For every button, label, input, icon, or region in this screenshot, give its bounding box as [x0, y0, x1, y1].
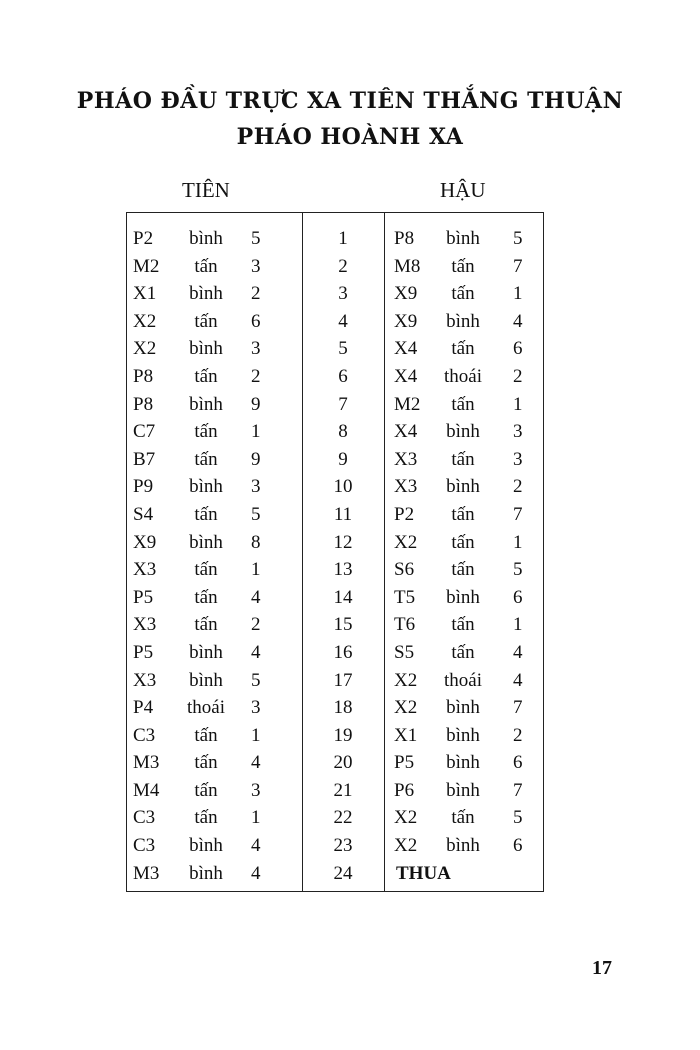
tien-piece: X3	[133, 669, 157, 691]
tien-target: 1	[251, 724, 261, 746]
table-row	[0, 670, 700, 698]
hau-target: 7	[513, 255, 523, 277]
hau-target: 3	[513, 421, 523, 443]
table-row	[0, 725, 700, 753]
tien-piece: C3	[133, 724, 156, 746]
moves-table-body	[0, 228, 700, 890]
table-row	[0, 366, 700, 394]
tien-action: bình	[189, 531, 223, 553]
hau-action: tấn	[451, 641, 475, 663]
tien-piece: P2	[133, 228, 154, 249]
hau-action: bình	[446, 697, 480, 719]
tien-piece: C3	[133, 835, 156, 857]
hau-action: bình	[446, 779, 480, 801]
hau-piece: X4	[394, 421, 418, 443]
table-row	[0, 394, 700, 422]
tien-target: 8	[251, 531, 261, 553]
hau-action: thoái	[444, 365, 482, 387]
tien-target: 5	[251, 503, 261, 525]
tien-target: 5	[251, 228, 261, 249]
table-row	[0, 283, 700, 311]
tien-action: bình	[189, 835, 223, 857]
tien-piece: M3	[133, 752, 160, 774]
hau-action: tấn	[451, 559, 475, 581]
hau-piece: P2	[394, 503, 415, 525]
move-number: 1	[338, 228, 348, 249]
table-row	[0, 532, 700, 560]
hau-piece: X4	[394, 338, 418, 360]
table-row	[0, 256, 700, 284]
tien-action: tấn	[194, 310, 218, 332]
tien-piece: M4	[133, 779, 160, 801]
tien-action: tấn	[194, 724, 218, 746]
tien-target: 6	[251, 310, 261, 332]
hau-piece: X3	[394, 448, 418, 470]
tien-piece: X3	[133, 614, 157, 636]
move-number: 22	[333, 807, 353, 829]
table-row	[0, 311, 700, 339]
tien-piece: P8	[133, 393, 154, 415]
tien-target: 1	[251, 421, 261, 443]
hau-action: tấn	[451, 503, 475, 525]
tien-action: bình	[189, 228, 223, 249]
hau-piece: X2	[394, 697, 418, 719]
move-number: 6	[338, 365, 348, 387]
table-row	[0, 863, 700, 891]
tien-piece: M3	[133, 862, 160, 884]
table-row	[0, 559, 700, 587]
hau-piece: T5	[394, 586, 416, 608]
hau-target: 6	[513, 752, 523, 774]
move-number: 24	[333, 862, 353, 884]
hau-piece: X1	[394, 724, 418, 746]
hau-target: 4	[513, 641, 523, 663]
tien-piece: P4	[133, 697, 154, 719]
tien-piece: C3	[133, 807, 156, 829]
tien-target: 3	[251, 255, 261, 277]
move-number: 8	[338, 421, 348, 443]
hau-action: tấn	[451, 807, 475, 829]
move-number: 11	[333, 503, 353, 525]
table-row	[0, 807, 700, 835]
tien-action: bình	[189, 338, 223, 360]
page-subtitle: PHÁO HOÀNH XA	[236, 124, 464, 150]
tien-piece: M2	[133, 255, 160, 277]
tien-piece: X3	[133, 559, 157, 581]
tien-target: 4	[251, 862, 261, 884]
hau-piece: X9	[394, 310, 418, 332]
tien-piece: B7	[133, 448, 156, 470]
table-row	[0, 587, 700, 615]
table-row	[0, 642, 700, 670]
move-number: 15	[333, 614, 353, 636]
game-result: THUA	[396, 862, 451, 884]
hau-target: 4	[513, 310, 523, 332]
hau-action: bình	[446, 724, 480, 746]
tien-target: 3	[251, 338, 261, 360]
hau-action: bình	[446, 476, 480, 498]
hau-target: 6	[513, 586, 523, 608]
tien-piece: S4	[133, 503, 154, 525]
tien-action: bình	[189, 283, 223, 305]
hau-piece: X2	[394, 531, 418, 553]
tien-action: bình	[189, 862, 223, 884]
move-number: 9	[338, 448, 348, 470]
tien-action: tấn	[194, 365, 218, 387]
move-number: 14	[333, 586, 353, 608]
hau-action: bình	[446, 586, 480, 608]
tien-target: 2	[251, 365, 261, 387]
hau-target: 5	[513, 559, 523, 581]
hau-action: thoái	[444, 669, 482, 691]
move-number: 4	[338, 310, 348, 332]
tien-action: tấn	[194, 255, 218, 277]
tien-action: tấn	[194, 614, 218, 636]
tien-piece: P8	[133, 365, 154, 387]
table-row	[0, 614, 700, 642]
table-row	[0, 780, 700, 808]
hau-piece: S6	[394, 559, 415, 581]
hau-action: tấn	[451, 283, 475, 305]
hau-target: 7	[513, 779, 523, 801]
tien-piece: P9	[133, 476, 154, 498]
hau-target: 5	[513, 807, 523, 829]
tien-target: 3	[251, 779, 261, 801]
tien-action: tấn	[194, 807, 218, 829]
page-title: PHÁO ĐẦU TRỰC XA TIÊN THẮNG THUẬN	[76, 88, 624, 114]
tien-action: tấn	[194, 421, 218, 443]
move-number: 18	[333, 697, 353, 719]
hau-action: bình	[446, 835, 480, 857]
move-number: 7	[338, 393, 348, 415]
tien-piece: X1	[133, 283, 157, 305]
hau-piece: S5	[394, 641, 415, 663]
hau-action: bình	[446, 752, 480, 774]
tien-target: 9	[251, 393, 261, 415]
move-number: 17	[333, 669, 353, 691]
hau-action: bình	[446, 228, 480, 249]
tien-target: 2	[251, 614, 261, 636]
hau-target: 1	[513, 393, 523, 415]
hau-target: 3	[513, 448, 523, 470]
tien-action: tấn	[194, 752, 218, 774]
hau-action: tấn	[451, 614, 475, 636]
hau-target: 2	[513, 724, 523, 746]
tien-target: 3	[251, 476, 261, 498]
hau-action: tấn	[451, 531, 475, 553]
hau-target: 2	[513, 476, 523, 498]
tien-target: 4	[251, 586, 261, 608]
tien-target: 2	[251, 283, 261, 305]
table-row	[0, 752, 700, 780]
hau-target: 6	[513, 338, 523, 360]
move-number: 3	[338, 283, 348, 305]
tien-action: bình	[189, 393, 223, 415]
table-row	[0, 697, 700, 725]
tien-piece: P5	[133, 641, 154, 663]
move-number: 23	[333, 835, 353, 857]
hau-target: 1	[513, 283, 523, 305]
table-row	[0, 338, 700, 366]
tien-action: bình	[189, 641, 223, 663]
tien-piece: C7	[133, 421, 156, 443]
move-number: 21	[333, 779, 353, 801]
hau-piece: T6	[394, 614, 416, 636]
table-row	[0, 835, 700, 863]
hau-target: 1	[513, 531, 523, 553]
move-number: 19	[333, 724, 353, 746]
tien-target: 1	[251, 807, 261, 829]
hau-action: tấn	[451, 338, 475, 360]
page-number: 17	[592, 957, 612, 979]
tien-action: tấn	[194, 586, 218, 608]
move-number: 5	[338, 338, 348, 360]
tien-action: tấn	[194, 503, 218, 525]
tien-target: 3	[251, 697, 261, 719]
hau-piece: P6	[394, 779, 415, 801]
hau-piece: X4	[394, 365, 418, 387]
move-number: 20	[333, 752, 353, 774]
table-row	[0, 421, 700, 449]
tien-action: tấn	[194, 448, 218, 470]
hau-target: 2	[513, 365, 523, 387]
move-number: 12	[333, 531, 353, 553]
hau-target: 1	[513, 614, 523, 636]
hau-piece: M2	[394, 393, 421, 415]
hau-piece: X2	[394, 669, 418, 691]
table-row	[0, 449, 700, 477]
table-row	[0, 504, 700, 532]
tien-piece: P5	[133, 586, 154, 608]
hau-action: tấn	[451, 255, 475, 277]
tien-target: 4	[251, 641, 261, 663]
move-number: 2	[338, 255, 348, 277]
tien-target: 1	[251, 559, 261, 581]
tien-action: thoái	[187, 697, 225, 719]
hau-piece: P8	[394, 228, 415, 249]
tien-piece: X2	[133, 310, 157, 332]
tien-action: tấn	[194, 779, 218, 801]
hau-target: 5	[513, 228, 523, 249]
hau-target: 7	[513, 503, 523, 525]
tien-target: 4	[251, 835, 261, 857]
tien-piece: X9	[133, 531, 157, 553]
hau-action: bình	[446, 310, 480, 332]
table-row	[0, 228, 700, 256]
hau-action: bình	[446, 421, 480, 443]
hau-piece: X2	[394, 835, 418, 857]
hau-piece: X9	[394, 283, 418, 305]
hau-target: 6	[513, 835, 523, 857]
hau-piece: X2	[394, 807, 418, 829]
hau-action: tấn	[451, 448, 475, 470]
move-number: 10	[333, 476, 353, 498]
hau-piece: X3	[394, 476, 418, 498]
tien-target: 4	[251, 752, 261, 774]
hau-target: 4	[513, 669, 523, 691]
move-number: 13	[333, 559, 353, 581]
tien-target: 5	[251, 669, 261, 691]
tien-action: bình	[189, 669, 223, 691]
hau-action: tấn	[451, 393, 475, 415]
column-header-hau: HẬU	[440, 178, 486, 202]
move-number: 16	[333, 641, 353, 663]
column-header-tien: TIÊN	[182, 178, 230, 202]
tien-piece: X2	[133, 338, 157, 360]
tien-target: 9	[251, 448, 261, 470]
tien-action: bình	[189, 476, 223, 498]
table-row	[0, 476, 700, 504]
hau-piece: M8	[394, 255, 421, 277]
hau-piece: P5	[394, 752, 415, 774]
tien-action: tấn	[194, 559, 218, 581]
hau-target: 7	[513, 697, 523, 719]
